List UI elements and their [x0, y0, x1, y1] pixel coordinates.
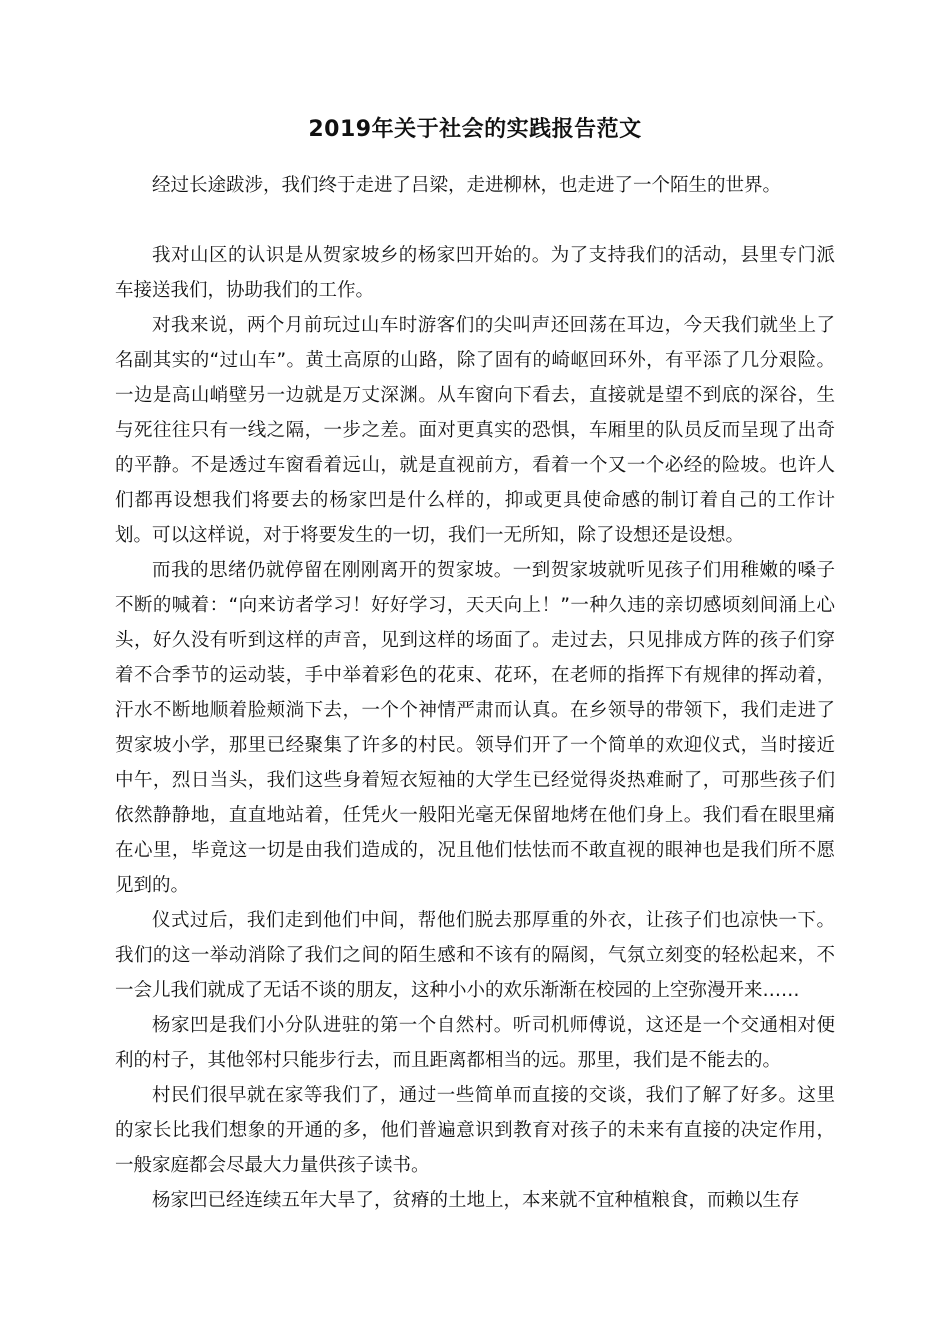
paragraph-2: 我对山区的认识是从贺家坡乡的杨家凹开始的。为了支持我们的活动，县里专门派车接送我们，协助我们的工作。	[115, 245, 835, 301]
document-body	[115, 168, 835, 1218]
document-title: 2019年关于社会的实践报告范文	[308, 117, 642, 142]
paragraph-4: 而我的思绪仍就停留在刚刚离开的贺家坡。一到贺家坡就听见孩子们用稚嫩的嗓子不断的喊着：“向来访者学习！好好学习，天天向上！”一种久违的亲切感顷刻间涌上心头，好久没有听到这样的声音，见到这样的场面了。走过去，只见排成方阵的孩子们穿着不合季节的运动装，手中举着彩色的花束、花环，在老师的指挥下有规律的挥动着，汗水不断地顺着脸颊淌下去，一个个神情严肃而认真。在乡领导的带领下，我们走进了贺家坡小学，那里已经聚集了许多的村民。领导们开了一个简单的欢迎仪式，当时接近中午，烈日当头，我们这些身着短衣短袖的大学生已经觉得炎热难耐了，可那些孩子们依然静静地，直直地站着，任凭火一般阳光毫无保留地烤在他们身上。我们看在眼里痛在心里，毕竟这一切是由我们造成的，况且他们怯怯而不敢直视的眼神也是我们所不愿见到的。	[115, 560, 835, 896]
paragraph-1: 经过长途跋涉，我们终于走进了吕梁，走进柳林，也走进了一个陌生的世界。	[152, 175, 782, 196]
paragraph-3: 对我来说，两个月前玩过山车时游客们的尖叫声还回荡在耳边，今天我们就坐上了名副其实的“过山车”。黄土高原的山路，除了固有的崎岖回环外，有平添了几分艰险。一边是高山峭壁另一边就是万丈深渊。从车窗向下看去，直接就是望不到底的深谷，生与死往往只有一线之隔，一步之差。面对更真实的恐惧，车厢里的队员反而呈现了出奇的平静。不是透过车窗看着远山，就是直视前方，看着一个又一个必经的险坡。也许人们都再设想我们将要去的杨家凹是什么样的，抑或更具使命感的制订着自己的工作计划。可以这样说，对于将要发生的一切，我们一无所知，除了设想还是设想。	[115, 315, 835, 546]
paragraph-7: 村民们很早就在家等我们了，通过一些简单而直接的交谈，我们了解了好多。这里的家长比我们想象的开通的多，他们普遍意识到教育对孩子的未来有直接的决定作用，一般家庭都会尽最大力量供孩子读书。	[115, 1085, 835, 1176]
paragraph-5: 仪式过后，我们走到他们中间，帮他们脱去那厚重的外衣，让孩子们也凉快一下。我们的这一举动消除了我们之间的陌生感和不该有的隔阂，气氛立刻变的轻松起来，不一会儿我们就成了无话不谈的朋友，这种小小的欢乐渐渐在校园的上空弥漫开来……	[115, 910, 835, 1001]
paragraph-6: 杨家凹是我们小分队进驻的第一个自然村。听司机师傅说，这还是一个交通相对便利的村子，其他邻村只能步行去，而且距离都相当的远。那里，我们是不能去的。	[115, 1015, 835, 1071]
paragraph-8: 杨家凹已经连续五年大旱了，贫瘠的土地上，本来就不宜种植粮食，而赖以生存	[152, 1190, 800, 1211]
